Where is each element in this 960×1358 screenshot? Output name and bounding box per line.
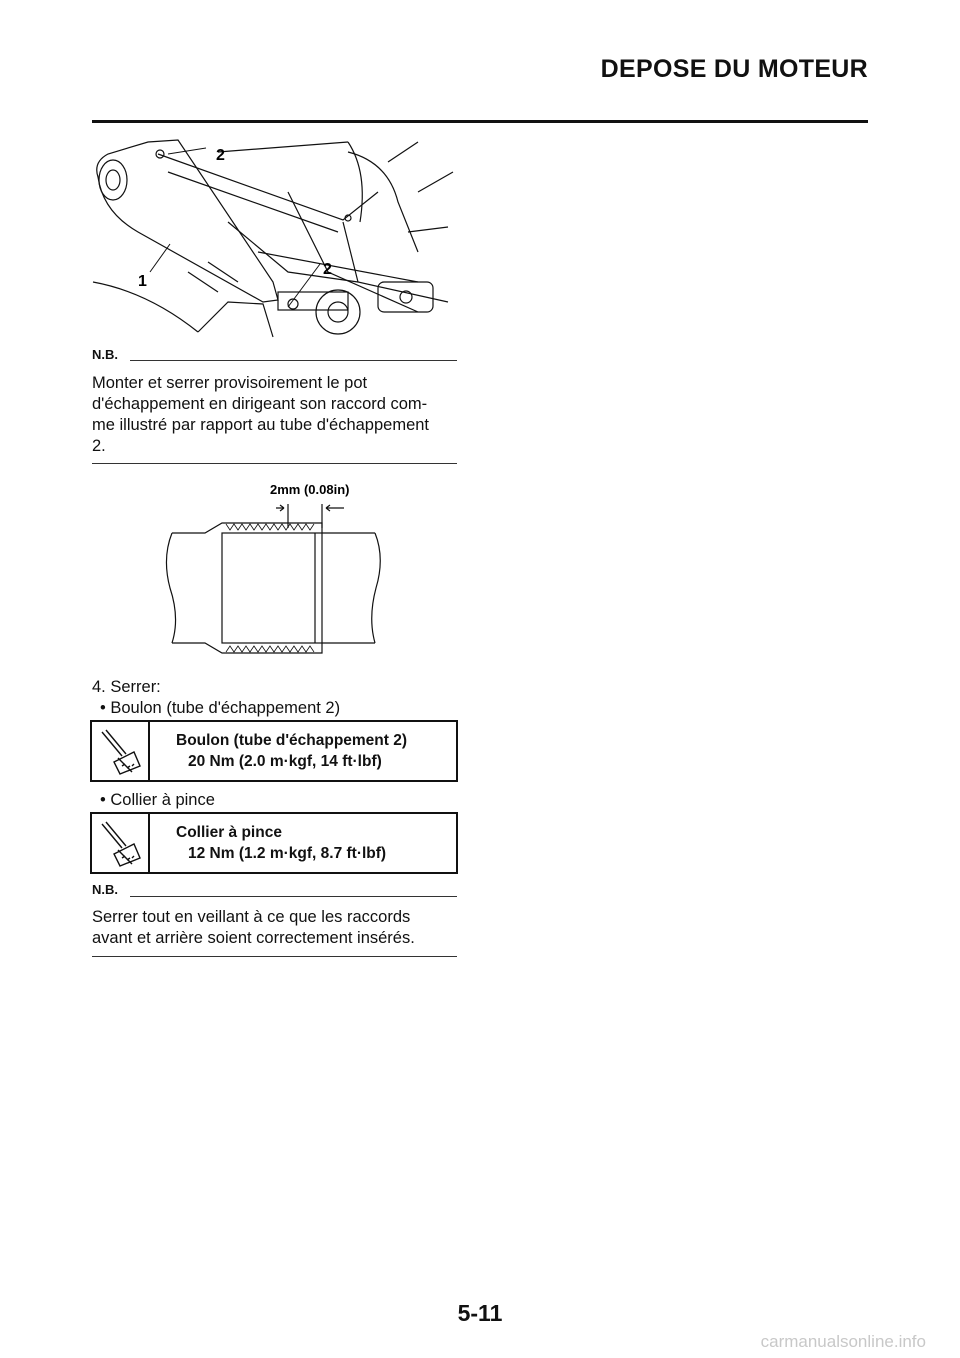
step-4-item-bolt: • Boulon (tube d'échappement 2) [100,699,341,717]
note-text [92,907,462,949]
note-line: Serrer tout en veillant à ce que les raccords [92,908,411,926]
torque-spec-clamp [90,812,458,874]
step-4-label: 4. Serrer: [92,678,161,696]
page-number: 5-11 [457,1300,503,1326]
torque-value: 12 Nm (1.2 m·kgf, 8.7 ft·lbf) [188,845,387,862]
title-rule [92,120,868,123]
watermark: carmanualsonline.info [760,1332,926,1351]
pipe-joint-diagram [160,478,400,668]
torque-title: Collier à pince [176,824,282,841]
note-rule [130,896,457,897]
note-heading: N.B. [92,347,118,362]
note-line: me illustré par rapport au tube d'échappement [92,416,430,434]
dimension-label: 2mm (0.08in) [270,482,350,497]
note-end-rule [92,463,457,464]
page-title: DEPOSE DU MOTEUR [600,55,868,83]
note-line: 2. [92,437,106,455]
torque-wrench-icon [92,722,150,780]
note-line: Monter et serrer provisoirement le pot [92,374,368,392]
note-end-rule [92,956,457,957]
step-4-item-clamp: • Collier à pince [100,791,215,809]
torque-spec-bolt [90,720,458,782]
note-heading: N.B. [92,882,118,897]
note-line: d'échappement en dirigeant son raccord com- [92,395,428,413]
exhaust-assembly-illustration [88,132,458,342]
note-rule [130,360,457,361]
callout-1: 1 [138,273,147,290]
note-text [92,373,462,457]
callout-2-top: 2 [216,147,225,164]
callout-2-bottom: 2 [323,261,332,278]
torque-wrench-icon [92,814,150,872]
torque-title: Boulon (tube d'échappement 2) [176,732,408,749]
torque-value: 20 Nm (2.0 m·kgf, 14 ft·lbf) [188,753,382,770]
note-line: avant et arrière soient correctement insérés. [92,929,415,947]
